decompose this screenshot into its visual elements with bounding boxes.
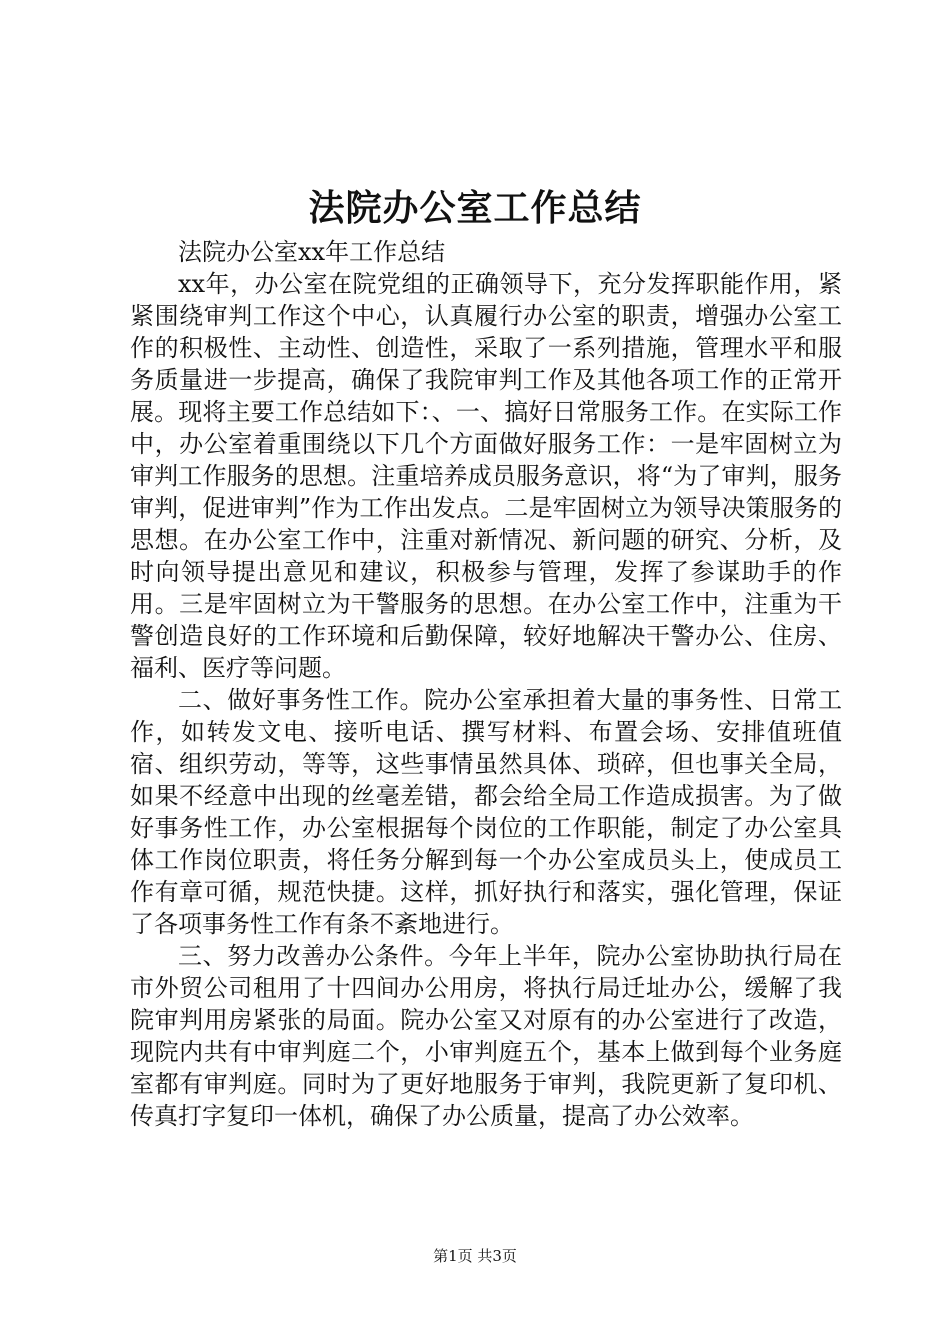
paragraph-2: 二、做好事务性工作。院办公室承担着大量的事务性、日常工作，如转发文电、接听电话、撰写材料、布置会场、安排值班值宿、组织劳动，等等，这些事情虽然具体、琐碎，但也事关全局，如果不经意中出现的丝毫差错，都会给全局工作造成损害。为了做好事务性工作，办公室根据每个岗位的工作职能，制定了办公室具体工作岗位职责，将任务分解到每一个办公室成员头上，使成员工作有章可循，规范快捷。这样，抓好执行和落实，强化管理，保证了各项事务性工作有条不紊地进行。 xyxy=(130,686,842,938)
document-subtitle: 法院办公室xx年工作总结 xyxy=(178,238,446,266)
paragraph-1: xx年，办公室在院党组的正确领导下，充分发挥职能作用，紧紧围绕审判工作这个中心，认真履行办公室的职责，增强办公室工作的积极性、主动性、创造性，采取了一系列措施，管理水平和服务质量进一步提高，确保了我院审判工作及其他各项工作的正常开展。现将主要工作总结如下：、一、搞好日常服务工作。在实际工作中，办公室着重围绕以下几个方面做好服务工作：一是牢固树立为审判工作服务的思想。注重培养成员服务意识，将“为了审判，服务审判，促进审判”作为工作出发点。二是牢固树立为领导决策服务的思想。在办公室工作中，注重对新情况、新问题的研究、分析，及时向领导提出意见和建议，积极参与管理，发挥了参谋助手的作用。三是牢固树立为干警服务的思想。在办公室工作中，注重为干警创造良好的工作环境和后勤保障，较好地解决干警办公、住房、福利、医疗等问题。 xyxy=(130,270,842,682)
page-footer: 第1页 共3页 xyxy=(433,1247,517,1265)
document-body xyxy=(130,236,842,1132)
document-title: 法院办公室工作总结 xyxy=(308,187,642,229)
paragraph-3: 三、努力改善办公条件。今年上半年，院办公室协助执行局在市外贸公司租用了十四间办公用房，将执行局迁址办公，缓解了我院审判用房紧张的局面。院办公室又对原有的办公室进行了改造，现院内共有中审判庭二个，小审判庭五个，基本上做到每个业务庭室都有审判庭。同时为了更好地服务于审判，我院更新了复印机、传真打字复印一体机，确保了办公质量，提高了办公效率。 xyxy=(130,942,842,1130)
